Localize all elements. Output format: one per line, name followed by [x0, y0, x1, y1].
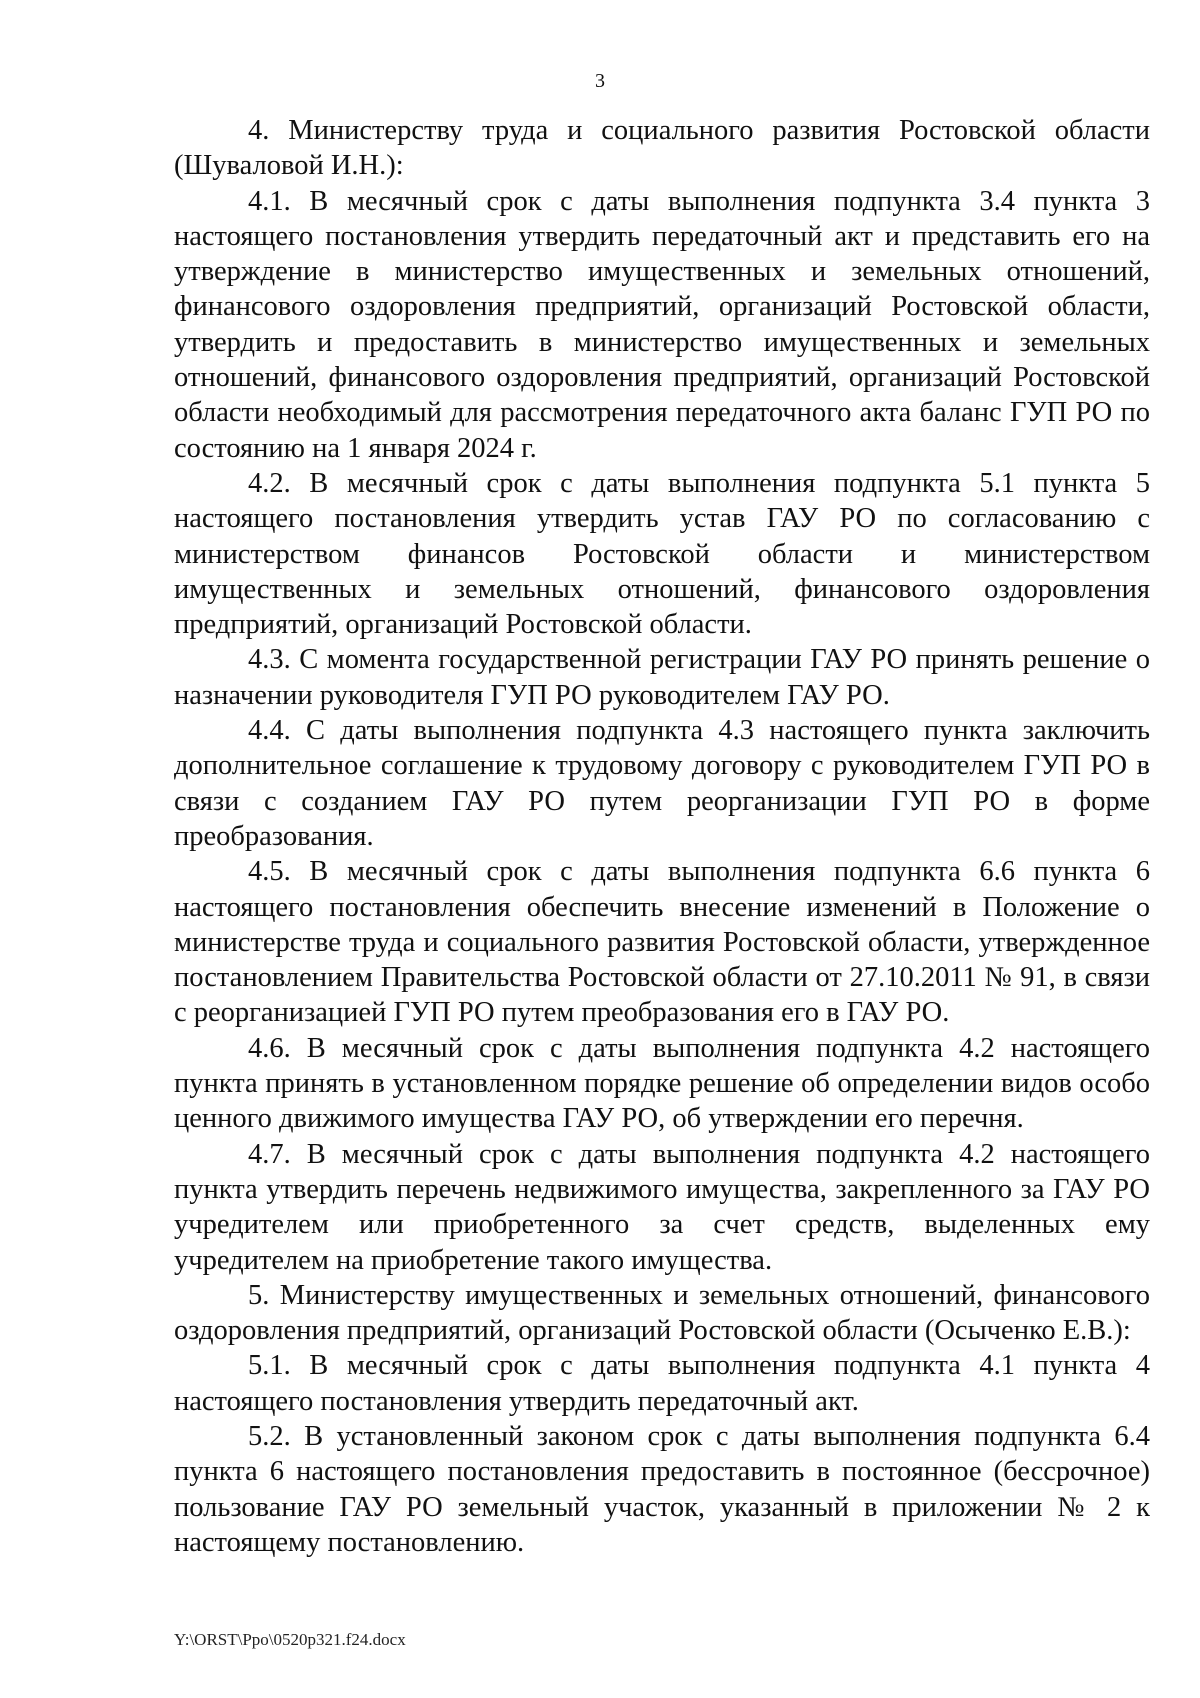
paragraph-4-1: 4.1. В месячный срок с даты выполнения подпункта 3.4 пункта 3 настоящего постановления утвердить передаточный акт и представить его на утверждение в министерство имущественных и земельных отношений, финансового оздоровления предприятий, организаций Ростовской области, утвердить и предоставить в министерство имущественных и земельных отношений, финансового оздоровления предприятий, организаций Ростовской области необходимый для рассмотрения передаточного акта баланс ГУП РО по состоянию на 1 января 2024 г. [174, 185, 1150, 464]
paragraph-5-2: 5.2. В установленный законом срок с даты выполнения подпункта 6.4 пункта 6 настоящего постановления предоставить в постоянное (бессрочное) пользование ГАУ РО земельный участок, указанный в приложении № 2 к настоящему постановлению. [174, 1420, 1150, 1558]
page-number: 3 [595, 70, 605, 92]
paragraph-4: 4. Министерству труда и социального развития Ростовской области (Шуваловой И.Н.): [174, 115, 1150, 182]
paragraph-4-3: 4.3. С момента государственной регистрации ГАУ РО принять решение о назначении руководителя ГУП РО руководителем ГАУ РО. [174, 644, 1150, 711]
paragraph-4-7: 4.7. В месячный срок с даты выполнения подпункта 4.2 настоящего пункта утвердить перечень недвижимого имущества, закрепленного за ГАУ РО учредителем или приобретенного за счет средств, выделенных ему учредителем на приобретение такого имущества. [174, 1138, 1150, 1276]
paragraph-5: 5. Министерству имущественных и земельных отношений, финансового оздоровления предприятий, организаций Ростовской области (Осыченко Е.В.): [174, 1279, 1150, 1347]
paragraph-4-2: 4.2. В месячный срок с даты выполнения подпункта 5.1 пункта 5 настоящего постановления утвердить устав ГАУ РО по согласованию с министерством финансов Ростовской области и министерством имущественных и земельных отношений, финансового оздоровления предприятий, организаций Ростовской области. [174, 467, 1150, 641]
paragraph-4-4: 4.4. С даты выполнения подпункта 4.3 настоящего пункта заключить дополнительное соглашение к трудовому договору с руководителем ГУП РО в связи с созданием ГАУ РО путем реорганизации ГУП РО в форме преобразования. [174, 715, 1150, 852]
paragraph-5-1: 5.1. В месячный срок с даты выполнения подпункта 4.1 пункта 4 настоящего постановления утвердить передаточный акт. [174, 1350, 1150, 1417]
document-body [174, 113, 1150, 1560]
paragraph-4-6: 4.6. В месячный срок с даты выполнения подпункта 4.2 настоящего пункта принять в установленном порядке решение об определении видов особо ценного движимого имущества ГАУ РО, об утверждении его перечня. [174, 1032, 1150, 1135]
footer-file-path: Y:\ORST\Ppo\0520p321.f24.docx [174, 1630, 406, 1649]
paragraph-4-5: 4.5. В месячный срок с даты выполнения подпункта 6.6 пункта 6 настоящего постановления обеспечить внесение изменений в Положение о министерстве труда и социального развития Ростовской области, утвержденное постановлением Правительства Ростовской области от 27.10.2011 № 91, в связи с реорганизацией ГУП РО путем преобразования его в ГАУ РО. [174, 856, 1150, 1029]
